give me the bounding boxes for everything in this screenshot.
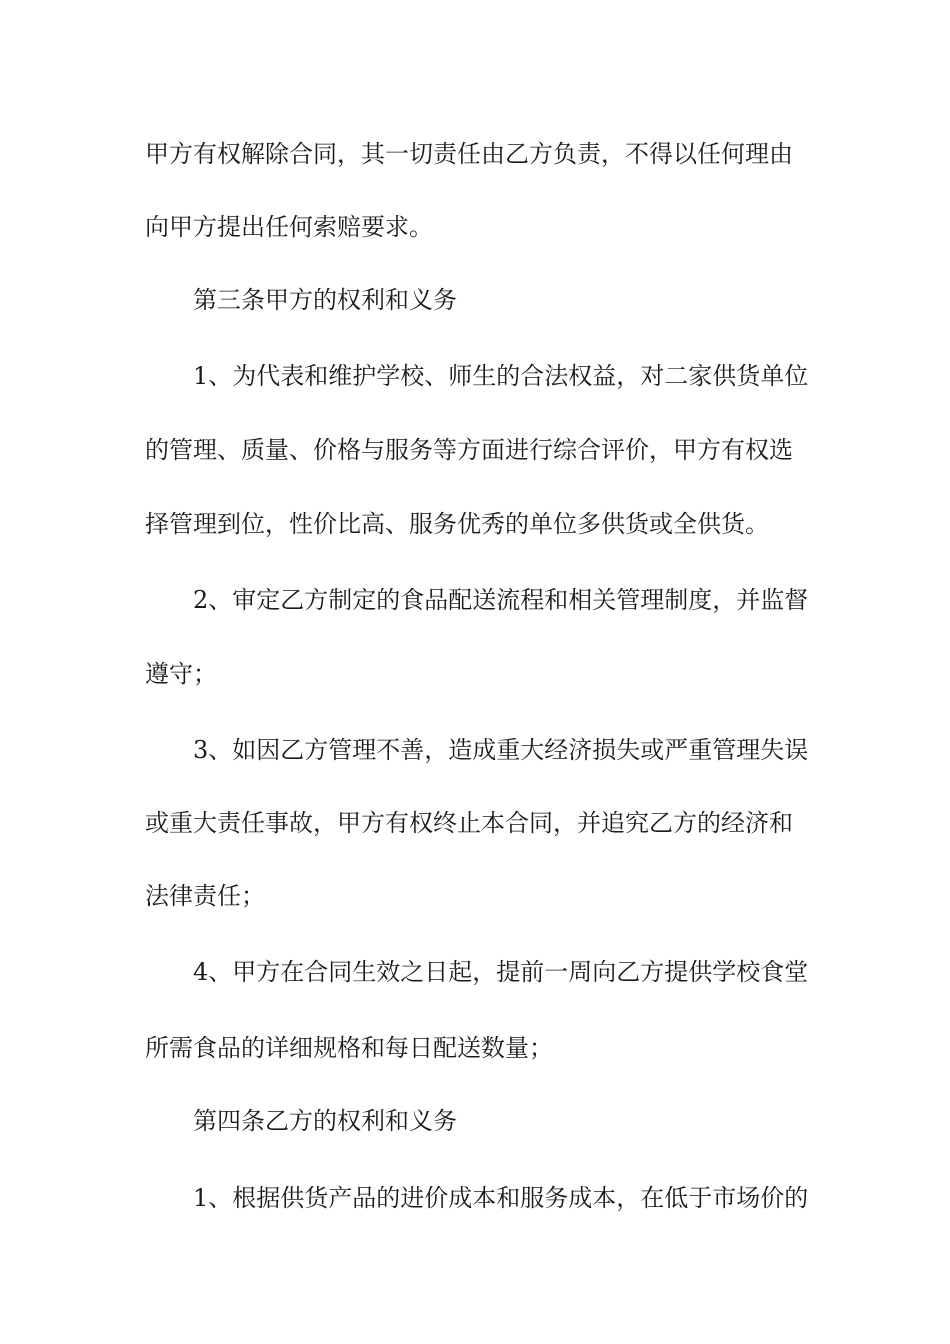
line-text: 甲方有权解除合同，其一切责任由乙方负责，不得以任何理由 [145,140,793,168]
line-text: 所需食品的详细规格和每日配送数量； [145,1034,553,1062]
heading-text: 第四条乙方的权利和义务 [193,1107,457,1135]
paragraph-line [0,432,950,468]
paragraph-line [0,954,950,990]
paragraph-line [0,358,950,394]
line-text: 4、甲方在合同生效之日起，提前一周向乙方提供学校食堂 [193,958,809,986]
line-text: 遵守； [145,660,217,688]
line-text: 择管理到位，性价比高、服务优秀的单位多供货或全供货。 [145,510,769,538]
paragraph-line [0,1030,950,1066]
paragraph-line [0,732,950,768]
line-text: 向甲方提出任何索赔要求。 [145,213,433,241]
article-heading [0,282,950,318]
paragraph-line [0,805,950,841]
line-text: 法律责任； [145,882,265,910]
line-text: 1、为代表和维护学校、师生的合法权益，对二家供货单位 [193,362,809,390]
paragraph-line [0,209,950,245]
line-text: 的管理、质量、价格与服务等方面进行综合评价，甲方有权选 [145,436,793,464]
paragraph-line [0,1180,950,1216]
paragraph-line [0,136,950,172]
paragraph-line [0,582,950,618]
heading-text: 第三条甲方的权利和义务 [193,286,457,314]
article-heading [0,1103,950,1139]
paragraph-line [0,878,950,914]
line-text: 2、审定乙方制定的食品配送流程和相关管理制度，并监督 [193,586,809,614]
line-text: 3、如因乙方管理不善，造成重大经济损失或严重管理失误 [193,736,809,764]
line-text: 或重大责任事故，甲方有权终止本合同，并追究乙方的经济和 [145,809,793,837]
paragraph-line [0,506,950,542]
line-text: 1、根据供货产品的进价成本和服务成本，在低于市场价的 [193,1184,809,1212]
paragraph-line [0,656,950,692]
